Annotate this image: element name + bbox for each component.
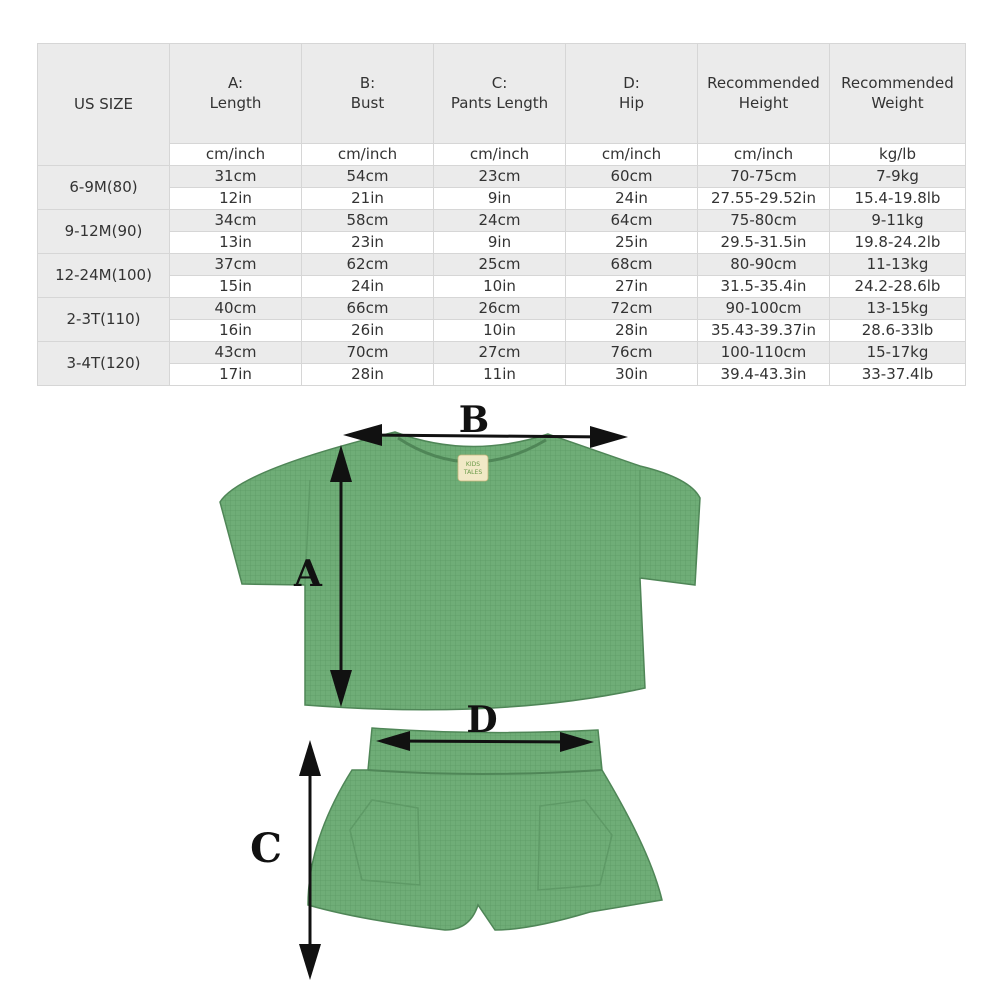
cm-cell: 80-90cm [698, 254, 830, 276]
cm-cell: 34cm [170, 210, 302, 232]
unit-cell: cm/inch [698, 144, 830, 166]
cm-cell: 66cm [302, 298, 434, 320]
arrow-b-right-head [590, 426, 628, 448]
inch-cell: 16in [170, 320, 302, 342]
inch-cell: 10in [434, 276, 566, 298]
inch-cell: 9in [434, 232, 566, 254]
shorts-shape [308, 728, 662, 930]
inch-cell: 33-37.4lb [830, 364, 966, 386]
table-row [38, 166, 966, 188]
inch-cell: 15.4-19.8lb [830, 188, 966, 210]
inch-cell: 27.55-29.52in [698, 188, 830, 210]
size-cell: 3-4T(120) [38, 342, 170, 386]
inch-cell: 13in [170, 232, 302, 254]
cm-cell: 58cm [302, 210, 434, 232]
header-length: A: Length [170, 44, 302, 144]
cm-cell: 100-110cm [698, 342, 830, 364]
table-row [38, 188, 966, 210]
cm-cell: 70cm [302, 342, 434, 364]
brand-tag [458, 455, 488, 481]
table-row [38, 364, 966, 386]
brand-tag-line2: TALES [463, 469, 483, 476]
table-row [38, 254, 966, 276]
cm-cell: 24cm [434, 210, 566, 232]
arrow-c-bottom-head [299, 944, 321, 980]
table-row [38, 276, 966, 298]
table-row [38, 342, 966, 364]
cm-cell: 40cm [170, 298, 302, 320]
cm-cell: 43cm [170, 342, 302, 364]
cm-cell: 37cm [170, 254, 302, 276]
cm-cell: 27cm [434, 342, 566, 364]
label-c: C [250, 825, 282, 872]
cm-cell: 68cm [566, 254, 698, 276]
units-row [38, 144, 966, 166]
size-cell: 2-3T(110) [38, 298, 170, 342]
inch-cell: 12in [170, 188, 302, 210]
table-row [38, 210, 966, 232]
label-a: A [294, 553, 322, 595]
inch-cell: 21in [302, 188, 434, 210]
cm-cell: 72cm [566, 298, 698, 320]
table-row [38, 298, 966, 320]
cm-cell: 25cm [434, 254, 566, 276]
header-pants-length: C: Pants Length [434, 44, 566, 144]
cm-cell: 26cm [434, 298, 566, 320]
inch-cell: 15in [170, 276, 302, 298]
header-hip: D: Hip [566, 44, 698, 144]
arrow-c-top-head [299, 740, 321, 776]
table-row [38, 320, 966, 342]
size-cell: 6-9M(80) [38, 166, 170, 210]
inch-cell: 24.2-28.6lb [830, 276, 966, 298]
inch-cell: 28.6-33lb [830, 320, 966, 342]
inch-cell: 23in [302, 232, 434, 254]
inch-cell: 9in [434, 188, 566, 210]
garment-measurement-diagram [0, 390, 1000, 995]
cm-cell: 31cm [170, 166, 302, 188]
cm-cell: 11-13kg [830, 254, 966, 276]
inch-cell: 39.4-43.3in [698, 364, 830, 386]
inch-cell: 29.5-31.5in [698, 232, 830, 254]
header-bust: B: Bust [302, 44, 434, 144]
unit-cell: cm/inch [302, 144, 434, 166]
size-cell: 12-24M(100) [38, 254, 170, 298]
inch-cell: 27in [566, 276, 698, 298]
header-row [38, 44, 966, 144]
header-recommended-weight: Recommended Weight [830, 44, 966, 144]
unit-cell: cm/inch [566, 144, 698, 166]
cm-cell: 64cm [566, 210, 698, 232]
header-recommended-height: Recommended Height [698, 44, 830, 144]
table-row [38, 232, 966, 254]
inch-cell: 25in [566, 232, 698, 254]
inch-cell: 35.43-39.37in [698, 320, 830, 342]
inch-cell: 30in [566, 364, 698, 386]
size-chart-table [37, 43, 966, 386]
us-size-header: US SIZE [38, 44, 170, 166]
cm-cell: 70-75cm [698, 166, 830, 188]
cm-cell: 60cm [566, 166, 698, 188]
unit-cell: kg/lb [830, 144, 966, 166]
cm-cell: 23cm [434, 166, 566, 188]
inch-cell: 31.5-35.4in [698, 276, 830, 298]
cm-cell: 13-15kg [830, 298, 966, 320]
unit-cell: cm/inch [434, 144, 566, 166]
size-cell: 9-12M(90) [38, 210, 170, 254]
unit-cell: cm/inch [170, 144, 302, 166]
label-b: B [458, 399, 490, 441]
inch-cell: 11in [434, 364, 566, 386]
inch-cell: 26in [302, 320, 434, 342]
brand-tag-line1: KIDS [465, 461, 481, 468]
label-d: D [466, 699, 498, 741]
cm-cell: 90-100cm [698, 298, 830, 320]
cm-cell: 62cm [302, 254, 434, 276]
arrow-d [392, 741, 578, 742]
cm-cell: 7-9kg [830, 166, 966, 188]
cm-cell: 9-11kg [830, 210, 966, 232]
cm-cell: 54cm [302, 166, 434, 188]
cm-cell: 76cm [566, 342, 698, 364]
inch-cell: 19.8-24.2lb [830, 232, 966, 254]
cm-cell: 75-80cm [698, 210, 830, 232]
inch-cell: 24in [566, 188, 698, 210]
cm-cell: 15-17kg [830, 342, 966, 364]
inch-cell: 28in [302, 364, 434, 386]
inch-cell: 24in [302, 276, 434, 298]
inch-cell: 17in [170, 364, 302, 386]
inch-cell: 10in [434, 320, 566, 342]
inch-cell: 28in [566, 320, 698, 342]
